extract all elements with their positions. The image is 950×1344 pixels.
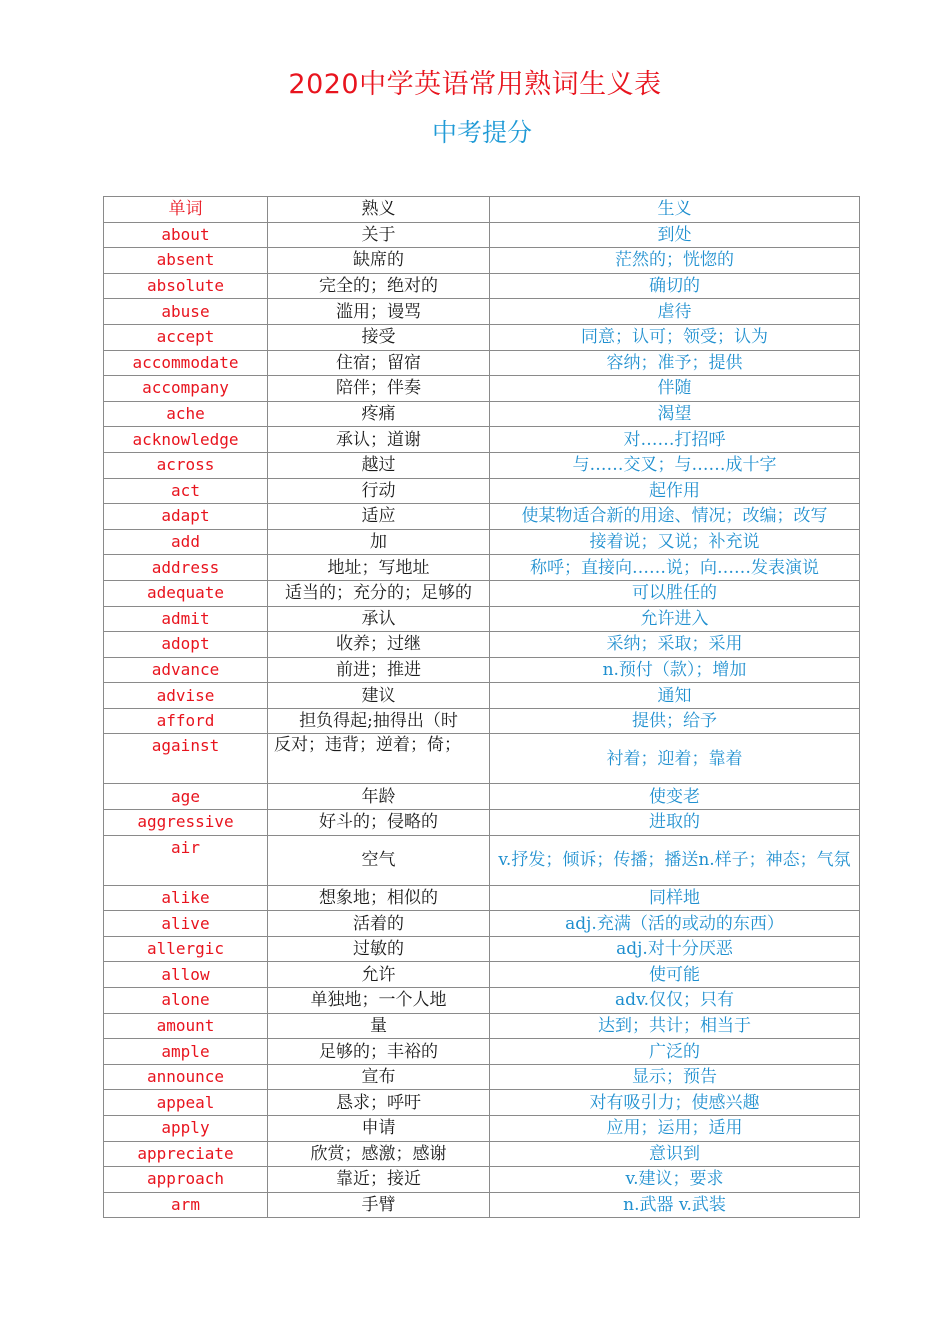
special-meaning-cell: 同样地 [490,885,860,911]
common-meaning-cell: 欣赏；感激；感谢 [268,1141,490,1167]
common-meaning-cell: 担负得起;抽得出（时 [268,708,490,734]
word-cell: adopt [104,632,268,658]
common-meaning-cell: 宣布 [268,1064,490,1090]
special-meaning-cell: n.预付（款）；增加 [490,657,860,683]
special-meaning-cell: 虐待 [490,299,860,325]
table-row [104,555,860,581]
table-row [104,734,860,784]
table-row [104,911,860,937]
table-row [104,708,860,734]
special-meaning-cell: 允许进入 [490,606,860,632]
common-meaning-cell: 活着的 [268,911,490,937]
special-meaning-cell: 起作用 [490,478,860,504]
word-cell: appeal [104,1090,268,1116]
table-row [104,835,860,885]
word-cell: apply [104,1116,268,1142]
common-meaning-cell: 申请 [268,1116,490,1142]
word-cell: allergic [104,936,268,962]
word-cell: afford [104,708,268,734]
table-row [104,885,860,911]
table-row [104,299,860,325]
table-row [104,478,860,504]
special-meaning-cell: 与……交叉；与……成十字 [490,452,860,478]
common-meaning-cell: 越过 [268,452,490,478]
common-meaning-cell: 完全的；绝对的 [268,273,490,299]
header-word: 单词 [104,197,268,223]
table-row [104,1116,860,1142]
common-meaning-cell: 年龄 [268,784,490,810]
vocabulary-table-body [104,197,860,1218]
table-row [104,1013,860,1039]
special-meaning-cell: 接着说；又说；补充说 [490,529,860,555]
special-meaning-cell: adj.对十分厌恶 [490,936,860,962]
common-meaning-cell: 恳求；呼吁 [268,1090,490,1116]
special-meaning-cell: 使某物适合新的用途、情况；改编；改写 [490,504,860,530]
special-meaning-cell: v.建议；要求 [490,1167,860,1193]
word-cell: absent [104,248,268,274]
special-meaning-cell: 对有吸引力；使感兴趣 [490,1090,860,1116]
common-meaning-cell: 足够的；丰裕的 [268,1039,490,1065]
word-cell: age [104,784,268,810]
word-cell: arm [104,1192,268,1218]
special-meaning-cell: 使可能 [490,962,860,988]
table-row [104,1090,860,1116]
table-row [104,606,860,632]
special-meaning-cell: adj.充满（活的或动的东西） [490,911,860,937]
common-meaning-cell: 靠近；接近 [268,1167,490,1193]
word-cell: accompany [104,376,268,402]
common-meaning-cell: 允许 [268,962,490,988]
table-row [104,683,860,709]
special-meaning-cell: 伴随 [490,376,860,402]
word-cell: announce [104,1064,268,1090]
table-row [104,248,860,274]
special-meaning-cell: v.抒发；倾诉；传播；播送n.样子；神态；气氛 [490,835,860,885]
word-cell: adequate [104,580,268,606]
special-meaning-cell: 提供；给予 [490,708,860,734]
vocabulary-table [103,196,860,1218]
special-meaning-cell: 同意；认可；领受；认为 [490,324,860,350]
special-meaning-cell: 确切的 [490,273,860,299]
word-cell: advise [104,683,268,709]
special-meaning-cell: 渴望 [490,401,860,427]
table-row [104,504,860,530]
common-meaning-cell: 单独地；一个人地 [268,988,490,1014]
table-row [104,632,860,658]
table-row [104,452,860,478]
table-row [104,222,860,248]
special-meaning-cell: 采纳；采取；采用 [490,632,860,658]
table-row [104,1141,860,1167]
common-meaning-cell: 好斗的；侵略的 [268,810,490,836]
word-cell: across [104,452,268,478]
common-meaning-cell: 想象地；相似的 [268,885,490,911]
word-cell: aggressive [104,810,268,836]
special-meaning-cell: n.武器 v.武装 [490,1192,860,1218]
common-meaning-cell: 住宿；留宿 [268,350,490,376]
table-row [104,580,860,606]
page-subtitle: 中考提分 [431,118,532,147]
word-cell: address [104,555,268,581]
common-meaning-cell: 疼痛 [268,401,490,427]
word-cell: add [104,529,268,555]
common-meaning-cell: 陪伴；伴奏 [268,376,490,402]
common-meaning-cell: 关于 [268,222,490,248]
special-meaning-cell: 对……打招呼 [490,427,860,453]
table-header-row [104,197,860,223]
special-meaning-cell: 意识到 [490,1141,860,1167]
word-cell: adapt [104,504,268,530]
word-cell: alone [104,988,268,1014]
common-meaning-cell: 过敏的 [268,936,490,962]
word-cell: approach [104,1167,268,1193]
special-meaning-cell: 称呼；直接向……说；向……发表演说 [490,555,860,581]
table-row [104,1064,860,1090]
special-meaning-cell: 茫然的；恍惚的 [490,248,860,274]
table-row [104,401,860,427]
word-cell: appreciate [104,1141,268,1167]
common-meaning-cell: 行动 [268,478,490,504]
common-meaning-cell: 适应 [268,504,490,530]
common-meaning-cell: 手臂 [268,1192,490,1218]
word-cell: ache [104,401,268,427]
common-meaning-cell: 前进；推进 [268,657,490,683]
special-meaning-cell: 使变老 [490,784,860,810]
page-title: 2020中学英语常用熟词生义表 [288,69,662,100]
table-row [104,529,860,555]
special-meaning-cell: 显示；预告 [490,1064,860,1090]
table-row [104,1039,860,1065]
common-meaning-cell: 反对；违背；逆着；倚； [268,734,490,784]
header-special-meaning: 生义 [490,197,860,223]
word-cell: about [104,222,268,248]
word-cell: absolute [104,273,268,299]
table-row [104,657,860,683]
special-meaning-cell: 广泛的 [490,1039,860,1065]
word-cell: ample [104,1039,268,1065]
common-meaning-cell: 滥用；谩骂 [268,299,490,325]
word-cell: alike [104,885,268,911]
special-meaning-cell: 可以胜任的 [490,580,860,606]
table-row [104,273,860,299]
common-meaning-cell: 适当的；充分的；足够的 [268,580,490,606]
common-meaning-cell: 收养；过继 [268,632,490,658]
word-cell: alive [104,911,268,937]
table-row [104,1167,860,1193]
special-meaning-cell: adv.仅仅；只有 [490,988,860,1014]
word-cell: act [104,478,268,504]
common-meaning-cell: 加 [268,529,490,555]
word-cell: against [104,734,268,784]
word-cell: advance [104,657,268,683]
table-row [104,350,860,376]
table-row [104,962,860,988]
word-cell: accept [104,324,268,350]
word-cell: admit [104,606,268,632]
table-row [104,427,860,453]
common-meaning-cell: 缺席的 [268,248,490,274]
special-meaning-cell: 进取的 [490,810,860,836]
special-meaning-cell: 达到；共计；相当于 [490,1013,860,1039]
word-cell: abuse [104,299,268,325]
table-row [104,1192,860,1218]
special-meaning-cell: 应用；运用；适用 [490,1116,860,1142]
header-common-meaning: 熟义 [268,197,490,223]
word-cell: allow [104,962,268,988]
table-row [104,324,860,350]
table-row [104,936,860,962]
common-meaning-cell: 量 [268,1013,490,1039]
table-row [104,810,860,836]
table-row [104,784,860,810]
common-meaning-cell: 承认 [268,606,490,632]
special-meaning-cell: 通知 [490,683,860,709]
word-cell: acknowledge [104,427,268,453]
table-row [104,376,860,402]
common-meaning-cell: 接受 [268,324,490,350]
common-meaning-cell: 建议 [268,683,490,709]
special-meaning-cell: 到处 [490,222,860,248]
table-row [104,988,860,1014]
word-cell: accommodate [104,350,268,376]
special-meaning-cell: 容纳；准予；提供 [490,350,860,376]
special-meaning-cell: 衬着；迎着；靠着 [490,734,860,784]
common-meaning-cell: 承认；道谢 [268,427,490,453]
word-cell: amount [104,1013,268,1039]
common-meaning-cell: 地址；写地址 [268,555,490,581]
word-cell: air [104,835,268,885]
common-meaning-cell: 空气 [268,835,490,885]
